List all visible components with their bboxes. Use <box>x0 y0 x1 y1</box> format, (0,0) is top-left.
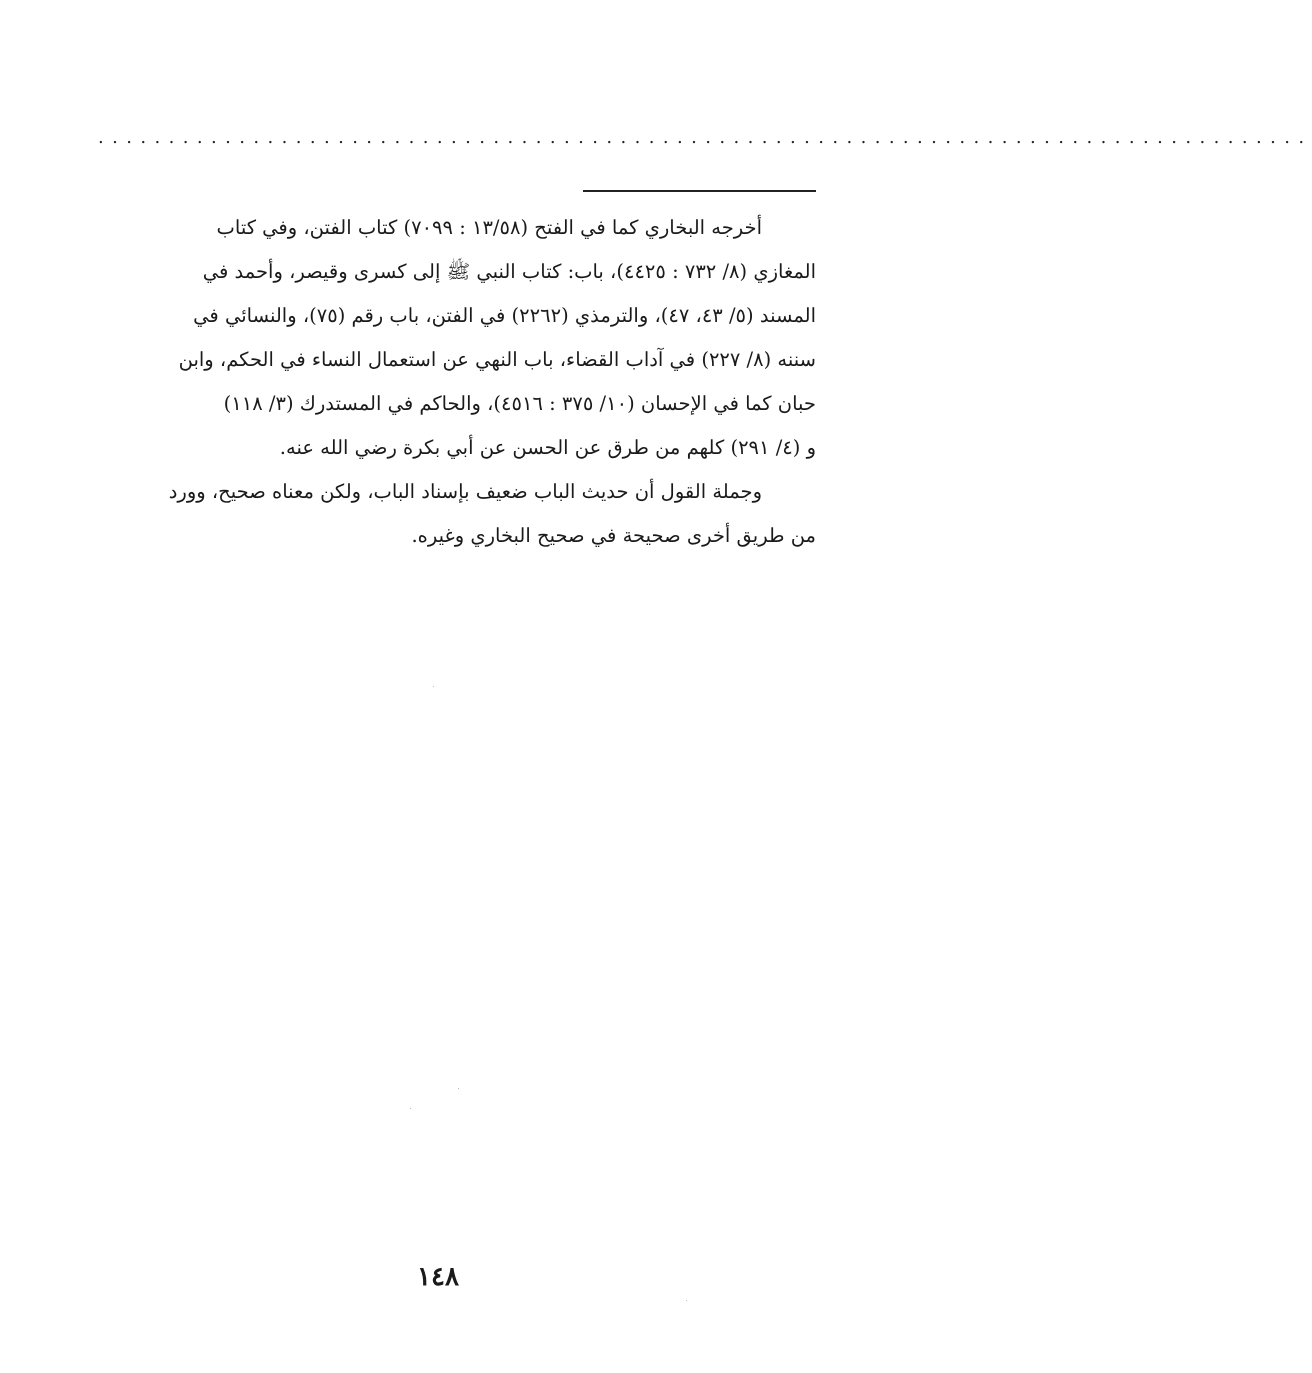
dotted-separator: ...................................................................................... <box>98 127 1312 148</box>
footnote-block <box>84 206 816 558</box>
footnote-rule <box>583 190 816 192</box>
scan-speck <box>686 1300 687 1301</box>
footnote-line: و (٤/ ٢٩١) كلهم من طرق عن الحسن عن أبي بكرة رضي الله عنه. <box>279 436 816 459</box>
scan-speck <box>458 1088 459 1089</box>
footnote-line: المغازي (٨/ ٧٣٢ : ٤٤٢٥)، باب: كتاب النبي ﷺ إلى كسرى وقيصر، وأحمد في <box>202 260 816 283</box>
page-number: ١٤٨ <box>417 1262 459 1292</box>
footnote-paragraph-2 <box>84 470 816 558</box>
footnote-line: من طريق أخرى صحيحة في صحيح البخاري وغيره. <box>411 524 816 547</box>
footnote-line: أخرجه البخاري كما في الفتح (١٣/٥٨ : ٧٠٩٩) كتاب الفتن، وفي كتاب <box>216 216 762 239</box>
footnote-line: حبان كما في الإحسان (١٠/ ٣٧٥ : ٤٥١٦)، والحاكم في المستدرك (٣/ ١١٨) <box>223 392 816 415</box>
footnote-line: وجملة القول أن حديث الباب ضعيف بإسناد الباب، ولكن معناه صحيح، وورد <box>168 480 762 503</box>
footnote-line: سننه (٨/ ٢٢٧) في آداب القضاء، باب النهي عن استعمال النساء في الحكم، وابن <box>178 348 816 371</box>
scan-speck <box>433 686 434 687</box>
footnote-line: المسند (٥/ ٤٣، ٤٧)، والترمذي (٢٢٦٢) في الفتن، باب رقم (٧٥)، والنسائي في <box>193 304 816 327</box>
footnote-paragraph-1 <box>84 206 816 470</box>
scan-speck <box>410 1108 411 1109</box>
